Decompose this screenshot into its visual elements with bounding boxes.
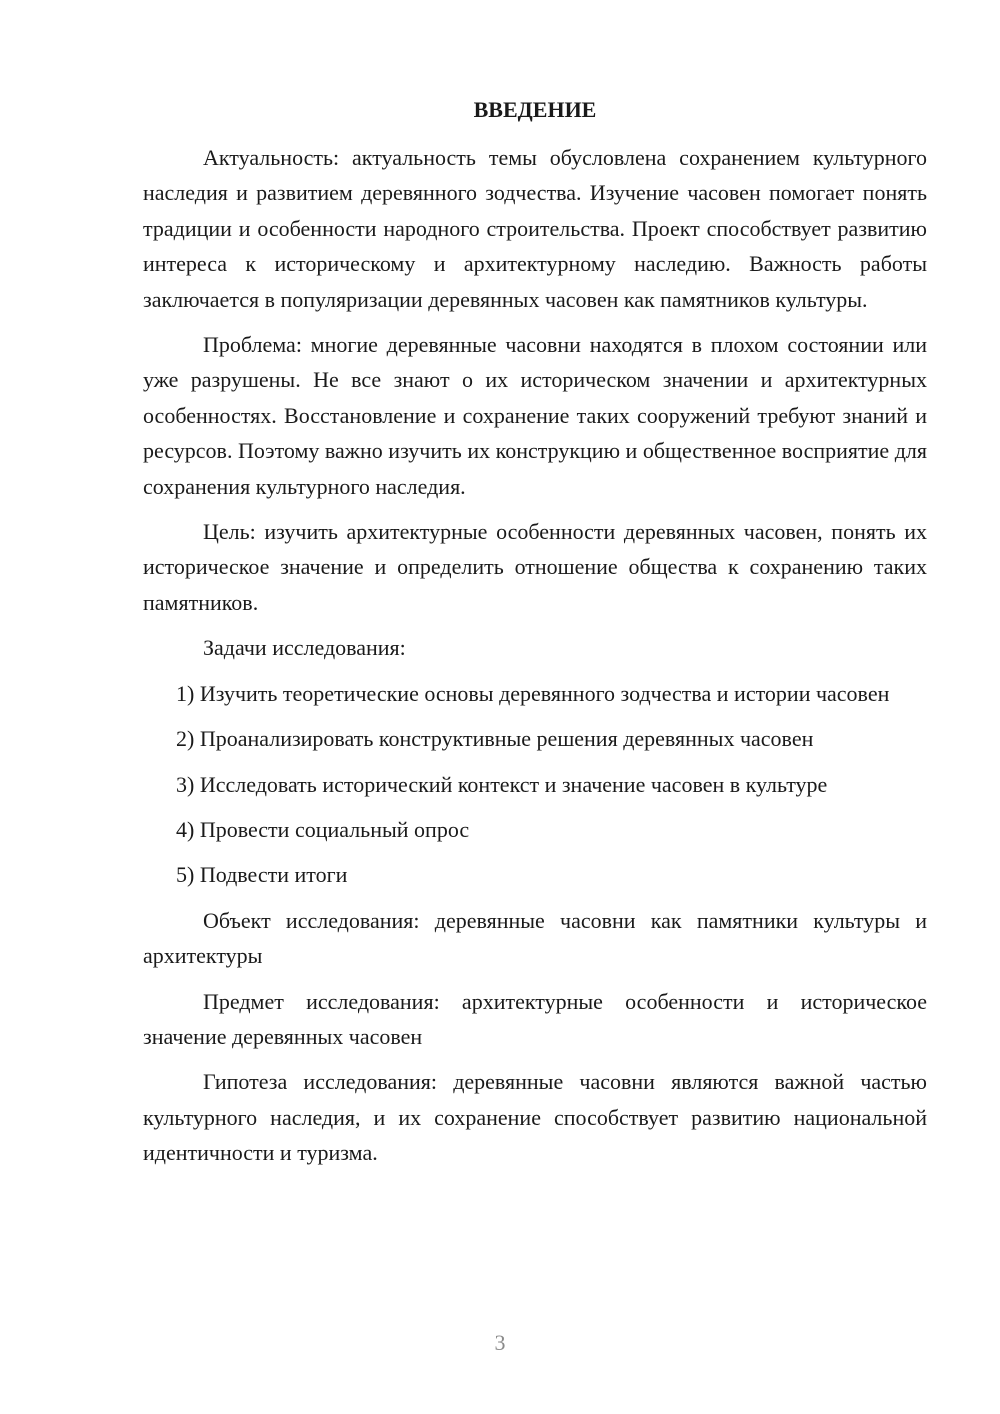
tasks-heading: Задачи исследования: xyxy=(203,635,406,661)
subject-paragraph: Предмет исследования: архитектурные особенности и историческое значение деревянных часовен xyxy=(143,988,927,1049)
problem-paragraph: Проблема: многие деревянные часовни находятся в плохом состоянии или уже разрушены. Не все знают о их историческом значении и архитектурных особенностях. Восстановление и сохранение таких сооружений требуют знаний и ресурсов. Поэтому важно изучить их конструкцию и общественное восприятие для сохранения культурного наследия. xyxy=(143,332,927,499)
task-item-5: 5) Подвести итоги xyxy=(176,862,348,888)
page-number: 3 xyxy=(494,1330,506,1355)
task-item-2: 2) Проанализировать конструктивные решения деревянных часовен xyxy=(176,726,814,752)
document-page xyxy=(143,92,927,1181)
object-paragraph: Объект исследования: деревянные часовни как памятники культуры и архитектуры xyxy=(143,907,927,969)
task-item-4: 4) Провести социальный опрос xyxy=(176,816,470,842)
task-item-3: 3) Исследовать исторический контекст и значение часовен в культуре xyxy=(176,771,828,797)
relevance-paragraph: Актуальность: актуальность темы обусловлена сохранением культурного наследия и развитием деревянного зодчества. Изучение часовен помогает понять традиции и особенности народного строительства. Проект способствует развитию интереса к историческому и архитектурному наследию. Важность работы заключается в популяризации деревянных часовен как памятников культуры. xyxy=(143,145,927,312)
task-item-1: 1) Изучить теоретические основы деревянного зодчества и истории часовен xyxy=(176,680,890,706)
hypothesis-paragraph: Гипотеза исследования: деревянные часовни являются важной частью культурного наследия, и их сохранение способствует развитию национальной идентичности и туризма. xyxy=(143,1069,927,1166)
page-title: ВВЕДЕНИЕ xyxy=(473,97,597,122)
goal-paragraph: Цель: изучить архитектурные особенности деревянных часовен, понять их историческое значение и определить отношение общества к сохранению таких памятников. xyxy=(143,519,927,615)
